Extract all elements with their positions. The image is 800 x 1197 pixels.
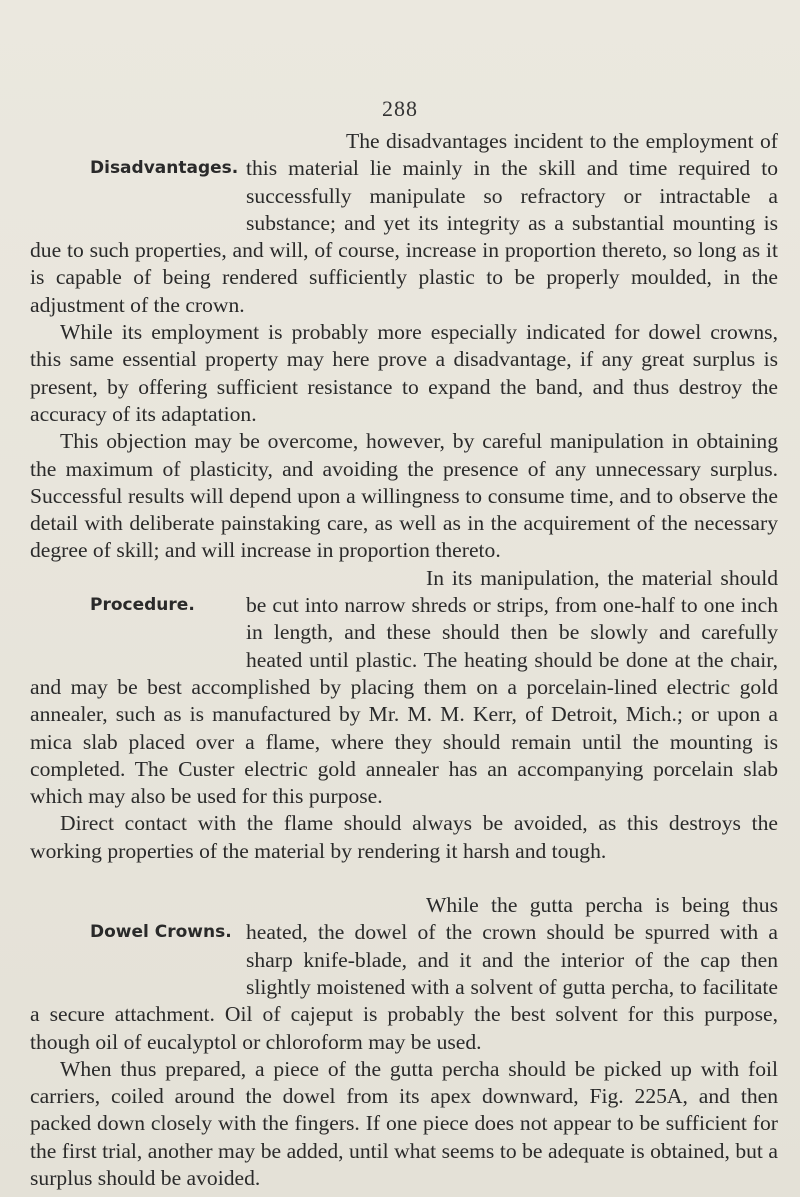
paragraph-disadvantages-2: While its employment is probably more especially indicated for dowel crowns, this same essential property may here prove a disadvantage, if any great surplus is present, by offering sufficient resistance to expand the band, and thus destroy the accuracy of its adaptation.: [30, 320, 778, 426]
paragraph-procedure-2: Direct contact with the flame should always be avoided, as this destroys the working properties of the material by rendering it harsh and tough.: [30, 811, 778, 863]
paragraph-dowel-crowns-2: When thus prepared, a piece of the gutta percha should be picked up with foil carriers, coiled around the dowel from its apex downward, Fig. 225A, and then packed down closely with the fingers. If one piece does not appear to be sufficient for the first trial, another may be added, until what seems to be adequate is obtained, but a surplus should be avoided.: [30, 1056, 778, 1190]
paragraph-procedure-1: In its manipulation, the material should be cut into narrow shreds or strips, from one-half to one inch in length, and these should then be slowly and carefully heated until plastic. The heating should be done at the chair, and may be best accomplished by placing them on a porcelain-lined electric gold annealer, such as is manufactured by Mr. M. M. Kerr, of Detroit, Mich.; or upon a mica slab placed over a flame, where they should remain until the mounting is completed. The Custer electric gold annealer has an accompanying porcelain slab which may also be used for this purpose.: [30, 565, 778, 809]
paragraph-dowel-crowns-1: While the gutta percha is being thus heated, the dowel of the crown should be spurred with a sharp knife-blade, and it and the interior of the cap then slightly moistened with a solvent of gutta percha, to facilitate a secure attachment. Oil of cajeput is probably the best solvent for this purpose, though oil of eucalyptol or chloroform may be used.: [30, 893, 778, 1054]
body-text: [30, 128, 778, 1192]
page-number: 288: [382, 96, 418, 121]
paragraph-disadvantages-1: The disadvantages incident to the employment of this material lie mainly in the skill and time required to successfully manipulate so refractory or intractable a substance; and yet its integrity as a substantial mounting is due to such properties, and will, of course, increase in proportion thereto, so long as it is capable of being rendered sufficiently plastic to be properly moulded, in the adjustment of the crown.: [30, 129, 778, 317]
sidenote-dowel-crowns: Dowel Crowns.: [90, 922, 232, 943]
paragraph-disadvantages-3: This objection may be overcome, however, by careful manipulation in obtaining the maximum of plasticity, and avoiding the presence of any unnecessary surplus. Successful results will depend upon a willingness to consume time, and to observe the detail with deliberate painstaking care, as well as in the acquirement of the necessary degree of skill; and will increase in proportion thereto.: [30, 429, 778, 563]
sidenote-procedure: Procedure.: [90, 594, 195, 615]
sidenote-disadvantages: Disadvantages.: [90, 158, 239, 178]
